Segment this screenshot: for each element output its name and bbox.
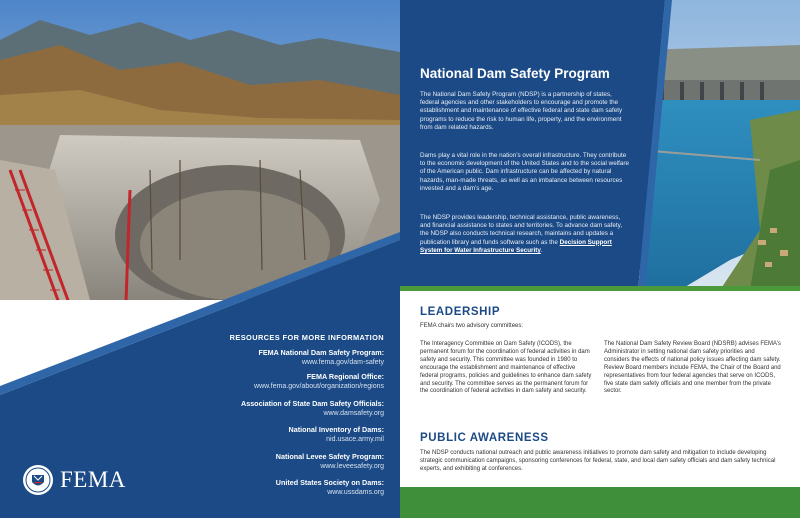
public-awareness-heading: PUBLIC AWARENESS bbox=[420, 432, 549, 444]
fema-wordmark: FEMA bbox=[60, 467, 126, 492]
resource-item: Association of State Dam Safety Officials: www.damsafety.org bbox=[241, 399, 384, 417]
leadership-intro: FEMA chairs two advisory committees: bbox=[420, 323, 524, 329]
page-title: National Dam Safety Program bbox=[420, 66, 610, 81]
resource-item: FEMA National Dam Safety Program: www.fema.gov/dam-safety bbox=[258, 348, 384, 366]
program-paragraph-3: The NDSP provides leadership, technical assistance, public awareness, and financial assistance to states and territories. To advance dam safety, the NDSP also conducts technical research, maintains and updates a publication library and funds software such as the Decision Support System for Water Infrastructure Security. bbox=[420, 214, 623, 254]
resource-link[interactable]: www.fema.gov/dam-safety bbox=[301, 359, 384, 366]
resources-title: RESOURCES FOR MORE INFORMATION bbox=[229, 333, 384, 342]
resource-link[interactable]: www.fema.gov/about/organization/regions bbox=[254, 383, 384, 390]
leadership-col-1: The Interagency Committee on Dam Safety (ICODS), the permanent forum for the coordination of federal activities in dam safety and security. This committee was founded in 1980 to encourage the establishment and maintenance of effective federal programs, policies and guidelines to enhance dam safety and security. The committee serves as the permanent forum for the coordination of federal activities in dam safety and security. bbox=[420, 341, 592, 395]
resource-item: FEMA Regional Office: www.fema.gov/about/organization/regions bbox=[254, 372, 384, 390]
decision-support-link[interactable]: Decision Support System for Water Infrastructure Security bbox=[420, 238, 612, 254]
program-paragraph-1: The National Dam Safety Program (NDSP) is a partnership of states, federal agencies and other stakeholders to encourage and promote the establishment and maintenance of effective federal and state dam safety programs to reduce the risk to human life, property, and the environment from dam related hazards. bbox=[420, 91, 623, 131]
resource-link[interactable]: www.leveesafety.org bbox=[320, 463, 384, 470]
public-awareness-body: The NDSP conducts national outreach and public awareness initiatives to promote dam safety and mitigation to include developing strategic communication campaigns, sponsoring conferences for federal, state, and local dam safety officials and dam safety technical experts, and exhibiting at conferences. bbox=[420, 450, 776, 472]
divider-strip bbox=[400, 286, 800, 291]
leadership-col-2: The National Dam Safety Review Board (NDSRB) advises FEMA’s Administrator in setting national dam safety priorities and considers the effects of national policy issues affecting dam safety. Review Board members include FEMA, the Chair of the Board and representatives from four federal agencies that serve on ICODS, five state dam safety officials and one member from the private sector. bbox=[604, 341, 781, 395]
resource-item: National Inventory of Dams: nid.usace.army.mil bbox=[288, 425, 384, 443]
dhs-seal-icon bbox=[22, 464, 54, 496]
leadership-heading: LEADERSHIP bbox=[420, 306, 501, 318]
resource-link[interactable]: nid.usace.army.mil bbox=[326, 436, 384, 443]
resource-link[interactable]: www.ussdams.org bbox=[327, 489, 384, 496]
program-paragraph-2: Dams play a vital role in the nation’s overall infrastructure. They contribute to the economic development of the United States and to the social welfare of the American public. Dam infrastructure can be affected by natural hazards, man-made threats, as well as an imbalance between resources invested and a dam’s age. bbox=[420, 152, 629, 192]
fema-logo bbox=[22, 464, 126, 496]
resource-item: United States Society on Dams: www.ussdams.org bbox=[275, 478, 384, 496]
resource-item: National Levee Safety Program: www.leveesafety.org bbox=[275, 452, 384, 470]
footer-bar bbox=[400, 487, 800, 518]
resource-link[interactable]: www.damsafety.org bbox=[323, 410, 384, 417]
